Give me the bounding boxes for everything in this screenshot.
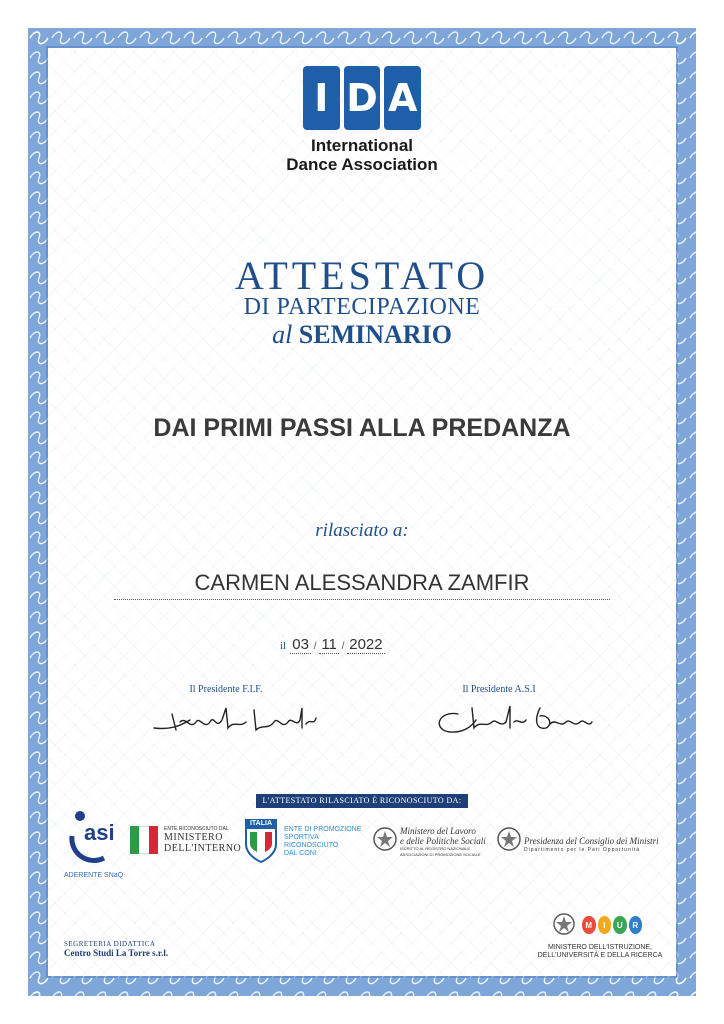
signature-left [150, 700, 320, 740]
logo-letter: D [344, 66, 381, 130]
presidenza-text [524, 836, 664, 854]
heading-seminario [162, 320, 562, 350]
organization-name-line2: Dance Association [286, 155, 438, 174]
republic-emblem-icon [372, 826, 398, 854]
secretary-line1: SEGRETERIA DIDATTICA [64, 940, 156, 948]
miur-logo [582, 916, 642, 934]
italian-flag-icon [130, 826, 158, 854]
interno-small: ENTE RICONOSCIUTO DAL [164, 826, 229, 832]
interno-logo-text [164, 826, 244, 854]
coni-shield-icon [244, 818, 278, 864]
organization-name-line1: International [310, 136, 413, 155]
signature-right-label: Il Presidente A.S.I [462, 684, 536, 695]
lavoro-line2: e delle Politiche Sociali [400, 836, 486, 846]
coni-line2: SPORTIVA [284, 834, 319, 841]
asi-logo [64, 806, 124, 886]
coni-line4: DAL CONI [284, 850, 317, 857]
interno-line2: DELL'INTERNO [164, 843, 242, 854]
coni-text [284, 826, 368, 858]
interno-line1: MINISTERO [164, 832, 223, 843]
date-month: 11 [321, 636, 337, 653]
lavoro-line1: Ministero del Lavoro [400, 826, 476, 836]
coni-badge-text: ITALIA [249, 820, 273, 827]
miur-letter: M [582, 916, 596, 934]
miur-letter: I [598, 916, 612, 934]
signature-right [428, 700, 598, 740]
presidenza-line2: Dipartimento per le Pari Opportunità [524, 847, 641, 853]
republic-emblem-icon [552, 912, 576, 936]
date-row [280, 636, 444, 654]
coni-line1: ENTE DI PROMOZIONE [284, 826, 362, 833]
recipient-name: CARMEN ALESSANDRA ZAMFIR [114, 570, 610, 600]
heading-seminario-word: SEMINARIO [298, 320, 452, 349]
date-day: 03 [292, 636, 309, 653]
miur-line2: DELL'UNIVERSITÀ E DELLA RICERCA [537, 952, 663, 959]
date-separator: / [310, 641, 320, 652]
heading-attestato: ATTESTATO [234, 253, 490, 298]
date-separator: / [338, 641, 348, 652]
lavoro-line4: ASSOCIAZIONI DI PROMOZIONE SOCIALE [400, 852, 481, 857]
logo-letter: A [384, 66, 421, 130]
asi-sub: ADERENTE SNaQ [64, 872, 124, 879]
organization-name [240, 136, 484, 174]
ida-logo [303, 66, 421, 130]
signature-left-label: Il Presidente F.I.F. [189, 684, 263, 695]
secretary-block [64, 940, 264, 958]
issued-to-label: rilasciato a: [315, 520, 409, 541]
miur-letter: U [613, 916, 627, 934]
lavoro-text [400, 826, 496, 858]
miur-letter: R [629, 916, 643, 934]
heading-partecipazione: DI PARTECIPAZIONE [243, 294, 481, 320]
miur-line1: MINISTERO DELL'ISTRUZIONE, [547, 944, 652, 951]
logo-letter: I [303, 66, 340, 130]
secretary-line2: Centro Studi La Torre s.r.l. [64, 948, 169, 958]
coni-line3: RICONOSCIUTO [284, 842, 339, 849]
asi-text: asi [84, 820, 115, 845]
date-year: 2022 [349, 636, 383, 653]
presidenza-line1: Presidenza del Consiglio dei Ministri [524, 836, 659, 846]
seminar-title: DAI PRIMI PASSI ALLA PREDANZA [153, 414, 571, 442]
lavoro-line3: ISCRITTO AL REGISTRO NAZIONALE [400, 846, 471, 851]
republic-emblem-icon [496, 826, 522, 854]
heading-al: al [272, 320, 293, 349]
date-prefix: il [280, 640, 287, 652]
miur-text [530, 944, 670, 960]
recognition-banner: L'ATTESTATO RILASCIATO È RICONOSCIUTO DA: [256, 794, 468, 808]
